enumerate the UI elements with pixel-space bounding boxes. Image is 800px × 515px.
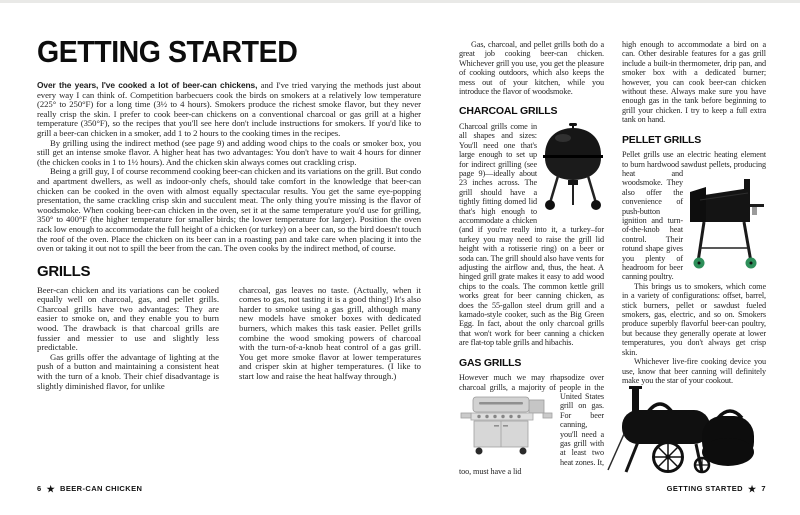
intro-rest-text: and I've tried varying the methods just about every way I can think of. Competition barbecuers cook the birds on smokers at a relatively low temperature (225° to 250°F) for a long time (3½ to 4 hours). Smokers produce the richest smoke flavor, but they never really crisp the skin. I prefer to cook beer-can chickens on a conventional charcoal or gas grill at a higher temperature (350°F), so the recipes that you'll see here don't include instructions for smokers. If you'd like to grill a beer-can chicken in a smoker, add 1 to 2 hours to the cooking times in the recipes. xyxy=(37,80,421,138)
grills-two-column-block xyxy=(37,286,421,392)
intro-lead-text: Over the years, I've cooked a lot of beer-can chickens, xyxy=(37,80,258,90)
left-page-footer xyxy=(37,484,142,495)
right-footer-label: GETTING STARTED xyxy=(666,484,743,493)
grills-column-1 xyxy=(37,286,219,392)
pellet-grill-image xyxy=(688,170,766,272)
smokers-paragraph: This brings us to smokers, which come in a variety of configurations: offset, barrel, stick burners, pellet or sawdust fueled smokers, gas, electric, and so on. Smokers produce superbly flavorful beer-can poultry, but because they generally operate at lower temperatures, you don't always get crisp skin. xyxy=(622,281,766,357)
grills-col1-paragraph-1: Beer-can chicken and its variations can be cooked equally well on charcoal, gas, and pellet grills. Charcoal grills have two advantages: They are easier to smoke on, and they enable you to burn wood. The drawback is that charcoal grills are fussier and messier to use and slightly less predictable. xyxy=(37,284,219,353)
gas-grills-paragraph xyxy=(459,373,604,476)
left-page xyxy=(37,36,421,391)
charcoal-grills-paragraph xyxy=(459,122,604,348)
gas-grills-text-start: However much we may rhapsodize over charcoal grills, a majority of people in xyxy=(459,373,604,392)
charcoal-kettle-grill-image xyxy=(542,123,604,213)
gas-grill-image xyxy=(459,393,554,457)
grills-col2-paragraph-1: charcoal, gas leaves no taste. (Actually, when it comes to gas, not tasting it is a good thing!) It's also harder to smoke using a gas grill, although many new models have smoker boxes with dedicated burners, which makes this task easier. Pellet grills combine the wood smoking powers of charcoal with the turn-of-a-knob heat control of a gas grill. You get more smoke flavor at lower temperatures and crisper skin at higher temperatures. (I like to start low and raise the heat halfway through.) xyxy=(239,284,421,382)
pellet-grills-text-start: Pellet grills use an electric heating element to burn hardwood sawdust xyxy=(622,150,766,169)
grills-section-heading: GRILLS xyxy=(37,262,91,280)
paragraph-indirect-method: By grilling using the indirect method (see page 9) and adding wood chips to the coals or smoker box, you still get an intense smoke flavor. A higher heat has two advantages: You don't have to wait 4 hours for dinner (the chicken cooks in 1 to 1½ hours). And the chicken skin always comes out crackling crisp. xyxy=(37,137,421,167)
right-page-footer xyxy=(667,484,766,495)
charcoal-grills-heading: CHARCOAL GRILLS xyxy=(459,105,558,118)
pellet-grills-paragraph xyxy=(622,150,766,282)
pellet-grills-heading: PELLET GRILLS xyxy=(622,133,702,146)
left-footer-star-icon: ★ xyxy=(46,484,56,494)
left-footer-label: BEER-CAN CHICKEN xyxy=(60,484,143,493)
gas-grills-heading: GAS GRILLS xyxy=(459,356,522,369)
charcoal-grills-text: Charcoal grills come in all shapes and sizes: You'll need one that's large enough to set up for indirect grilling (see page 9)—ideally about 23 inches across. The grill should have a tightly fitting domed lid that's high enough to accommodate a chicken (and if you're really into it, a turkey–for turkey you may need to raise the grill lid height with a rotisserie ring) on a beer or soda can. The grill should also have vents for adjusting the airflow and, thus, the heat. A hinged grill grate makes it easy to add wood chips to the coals. The common kettle grill works great for beer canning chicken, as does the 55-gallon steel drum grill and a kamado-style cooker, such as the Big Green Egg. In fact, about the only charcoal grills that won't work for beer canning a chicken are flat-top table grills and hibachis. xyxy=(459,121,604,348)
offset-smoker-image xyxy=(604,386,762,479)
left-page-number: 6 xyxy=(37,484,42,493)
gas-grills-continuation-paragraph: high enough to accommodate a bird on a can. Other desirable features for a gas grill include a built-in thermometer, drip pan, and smoker box with a dedicated burner; however, you can cook beer-can chicken without these. Always make sure you have enough gas in the tank before beginning to grill your chicken. I try to keep a full extra tank on hand. xyxy=(622,40,766,125)
right-intro-paragraph: Gas, charcoal, and pellet grills both do a great job cooking beer-can chicken. Whichever grill you use, you get the pleasure of cooking outdoors, which also keeps the mess out of your kitchen, while you introduce the flavor of woodsmoke. xyxy=(459,40,604,97)
right-page-column-2 xyxy=(622,40,766,385)
grills-column-2 xyxy=(239,286,421,392)
paragraph-oven-method: Being a grill guy, I of course recommend cooking beer-can chicken and its variations on the grill. But condo and apartment dwellers, as well as indoor-only chefs, should take comfort in the knowledge that beer-can chicken can be cooked in the oven with almost equally spectacular results. You get the same eye-popping presentation, the same crackling crisp skin and succulent meat. The only thing you're missing is the flavor of woodsmoke. When cooking beer-can chicken in the oven, set it at the same temperature you'd use for grilling, 350° to 400°F (the higher temperature for smaller birds; the lower temperature for larger). Position the oven rack low enough to accommodate the full height of a chicken (or turkey) on a beer can, so the bird doesn't touch the roof of the oven. Place the chicken on its beer can in a roasting pan and take care when placing it into the oven or taking it out not to spill the beer from the can. The oven cooks by the indirect method, of course. xyxy=(37,166,421,254)
intro-paragraph xyxy=(37,81,421,139)
page-title: GETTING STARTED xyxy=(37,34,298,69)
right-page-column-1 xyxy=(459,40,604,477)
gas-grills-text-rest: the United States grill on gas. For beer canning, you'll need a gas grill with at least two heat zones. It, too, must have a lid xyxy=(459,382,604,477)
pellet-grills-text-rest: pellets, producing heat and woodsmoke. They also offer the convenience of push-button ignition and turn-of-the-knob heat control. Their rotund shape gives you plenty of headroom for beer canning poultry. xyxy=(622,159,766,282)
closing-paragraph: Whichever live-fire cooking device you use, know that beer canning will definitely make you the star of your cookout. xyxy=(622,357,766,385)
grills-col1-paragraph-2: Gas grills offer the advantage of lighting at the push of a button and maintaining a consistent heat with the turn of a knob. Their chief disadvantage is slightly diminished flavor, for unlike xyxy=(37,351,219,391)
left-page-body xyxy=(37,81,421,254)
right-footer-star-icon: ★ xyxy=(747,484,757,494)
right-page-number: 7 xyxy=(761,484,766,493)
